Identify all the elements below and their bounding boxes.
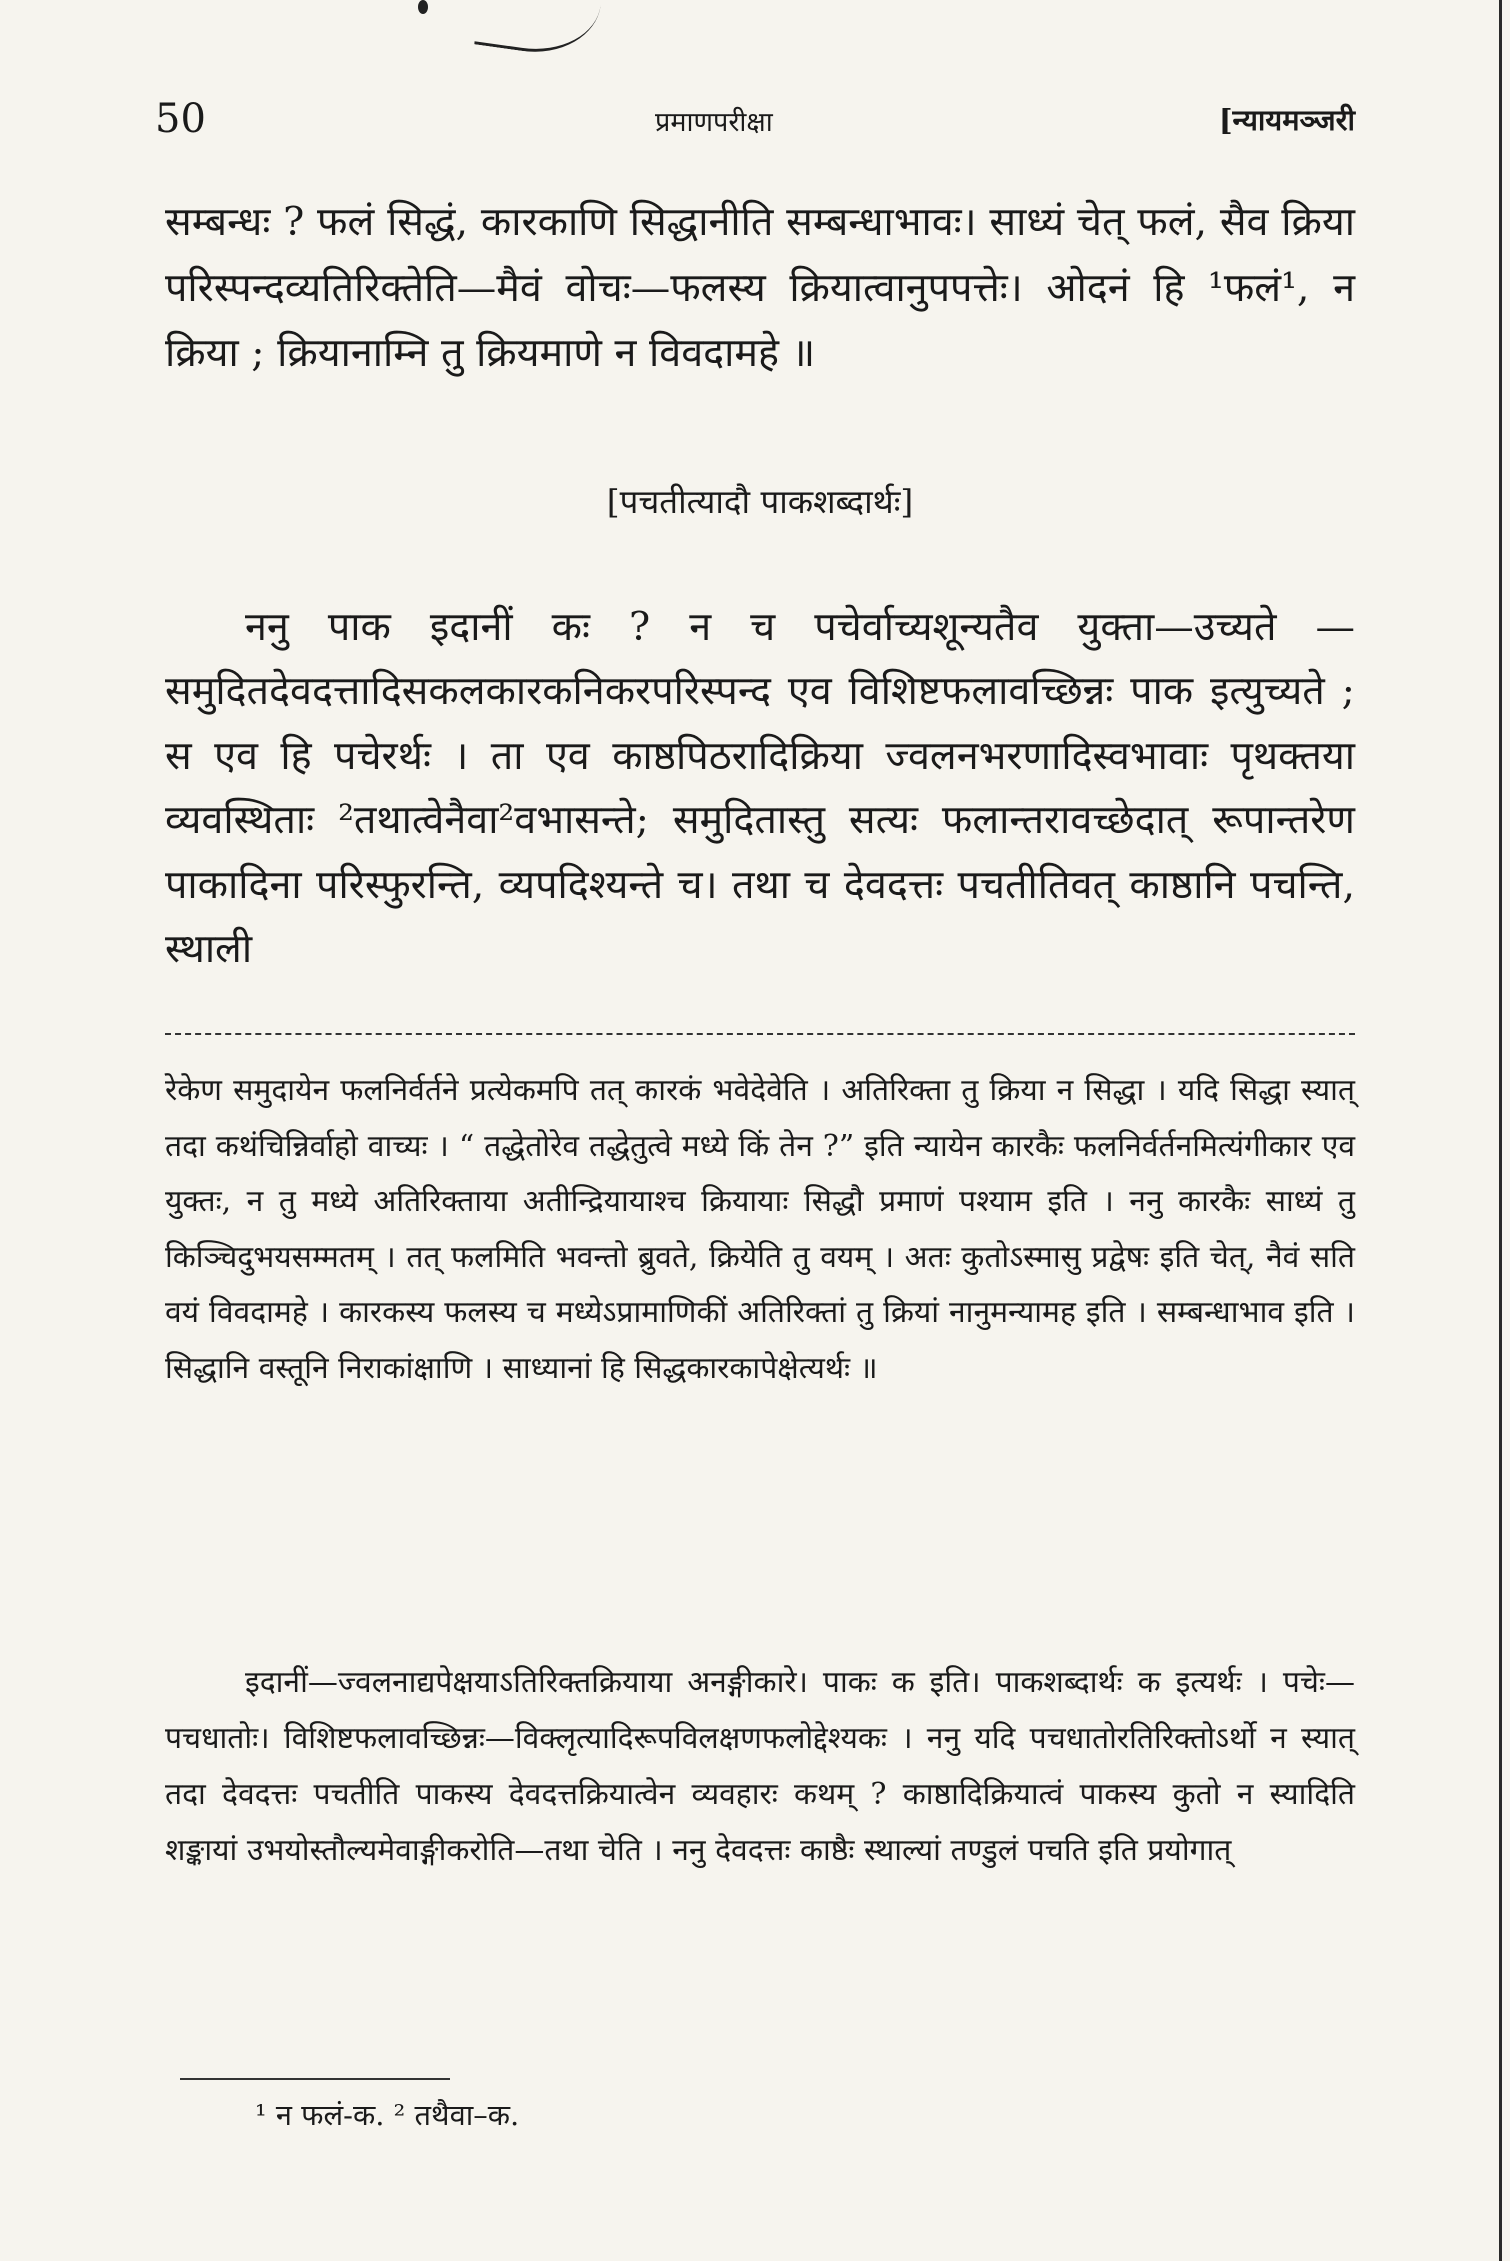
commentary-paragraph-2: इदानीं—ज्वलनाद्यपेक्षयाऽतिरिक्तक्रियाया अनङ्गीकारे। पाकः क इति। पाकशब्दार्थः क इत्यर्थः । पचेः—पचधातोः। विशिष्टफलावच्छिन्नः—विक्लृत्यादिरूपविलक्षणफलोद्देश्यकः । ननु यदि पचधातोरतिरिक्तोऽर्थो न स्यात् तदा देवदत्तः पचतीति पाकस्य देवदत्तक्रियात्वेन व्यवहारः कथम् ? काष्ठादिक्रियात्वं पाकस्य कुतो न स्यादिति शङ्कायां उभयोस्तौल्यमेवाङ्गीकरोति—तथा चेति । ननु देवदत्तः काष्ठैः स्थाल्यां तण्डुलं पचति इति प्रयोगात् <box>165 1665 1355 1868</box>
main-paragraph-2: ननु पाक इदानीं कः ? न च पचेर्वाच्यशून्यतैव युक्ता—उच्यते — समुदितदेवदत्तादिसकलकारकनिकरपरिस्पन्द एव विशिष्टफलावच्छिन्नः पाक इत्युच्यते ; स एव हि पचेरर्थः । ता एव काष्ठपिठरादिक्रिया ज्वलनभरणादिस्वभावाः पृथक्तया व्यवस्थिताः ²तथात्वेनैवा²वभासन्ते; समुदितास्तु सत्यः फलान्तरावच्छेदात् रूपान्तरेण पाकादिना परिस्फुरन्ति, व्यपदिश्यन्ते च। तथा च देवदत्तः पचतीतिवत् काष्ठानि पचन्ति, स्थाली <box>165 603 1355 972</box>
running-title: प्रमाणपरीक्षा <box>655 107 773 138</box>
commentary-paragraph-1: रेकेण समुदायेन फलनिर्वर्तने प्रत्येकमपि तत् कारकं भवेदेवेति । अतिरिक्ता तु क्रिया न सिद्धा । यदि सिद्धा स्यात् तदा कथंचिन्निर्वाहो वाच्यः । “ तद्धेतोरेव तद्धेतुत्वे मध्ये किं तेन ?” इति न्यायेन कारकैः फलनिर्वर्तनमित्यंगीकार एव युक्तः, न तु मध्ये अतिरिक्ताया अतीन्द्रियायाश्च क्रियायाः सिद्धौ प्रमाणं पश्याम इति । ननु कारकैः साध्यं तु किञ्चिदुभयसम्मतम् । तत् फलमिति भवन्तो ब्रुवते, क्रियेति तु वयम् । अतः कुतोऽस्मासु प्रद्वेषः इति चेत्, नैवं सति वयं विवदामहे । कारकस्य फलस्य च मध्येऽप्रामाणिकीं अतिरिक्तां तु क्रियां नानुमन्यामह इति । सम्बन्धाभाव इति । सिद्धानि वस्तूनि निराकांक्षाणि । साध्यानां हि सिद्धकारकापेक्षेत्यर्थः ॥ <box>165 1073 1355 1386</box>
scan-artifact-curve <box>474 0 606 61</box>
page-number: 50 <box>155 96 206 142</box>
page-edge-line <box>1499 0 1502 2261</box>
section-heading: [पचतीत्यादौ पाकशब्दार्थः] <box>606 482 914 521</box>
book-title: [न्यायमञ्जरी <box>1218 103 1355 137</box>
commentary-divider <box>165 1033 1355 1035</box>
page-header <box>155 96 1355 166</box>
footnote-divider <box>180 2078 450 2080</box>
main-text-block-1 <box>165 190 1355 387</box>
footnotes: ¹ न फलं-क. ² तथैवा–क. <box>255 2098 520 2132</box>
main-paragraph-1: सम्बन्धः ? फलं सिद्धं, कारकाणि सिद्धानीति सम्बन्धाभावः। साध्यं चेत् फलं, सैव क्रिया परिस्पन्दव्यतिरिक्तेति—मैवं वोचः—फलस्य क्रियात्वानुपपत्तेः। ओदनं हि ¹फलं¹, न क्रिया ; क्रियानाम्नि तु क्रियमाणे न विवदामहे ॥ <box>165 199 1355 376</box>
scan-artifact <box>418 0 428 14</box>
main-text-block-2 <box>165 555 1355 1021</box>
